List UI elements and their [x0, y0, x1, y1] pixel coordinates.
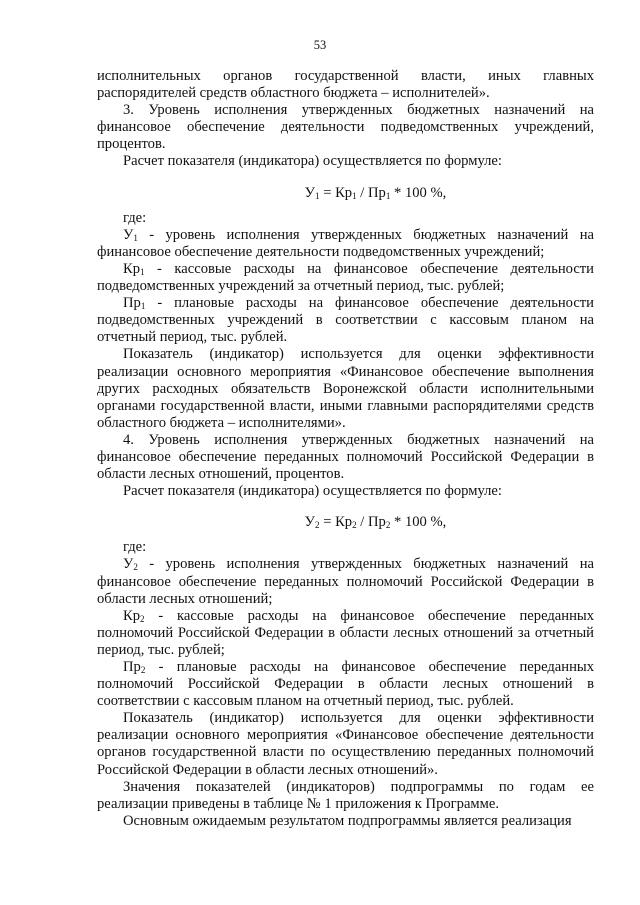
paragraph-continuation: исполнительных органов государственной власти, иных главных распорядителей средств областного бюджета – исполнителей».: [97, 68, 594, 102]
formula-intro-2: Расчет показателя (индикатора) осуществляется по формуле:: [123, 483, 502, 500]
definition-pr2: $Пр_2$ - плановые расходы на финансовое обеспечение переданных полномочий Российской Федерации в области лесных отношений в соответствии с кассовым планом на отчетный период, тыс. рублей.: [97, 659, 594, 710]
definition-u2: $У_2$ - уровень исполнения утвержденных бюджетных назначений на финансовое обеспечение переданных полномочий Российской Федерации в области лесных отношений;: [97, 556, 594, 607]
indicator-3-heading: 3. Уровень исполнения утвержденных бюджетных назначений на финансовое обеспечение деятельности подведомственных учреждений, процентов.: [97, 102, 594, 153]
formula-2: $У_2 = Кр_2 / Пр_2 * 100$ %,: [304, 514, 447, 531]
formula-intro-1: Расчет показателя (индикатора) осуществляется по формуле:: [123, 153, 502, 170]
indicator-3-usage: Показатель (индикатор) используется для оценки эффективности реализации основного мероприятия «Финансовое обеспечение выполнения других расходных обязательств Воронежской области исполнительными органами государственной власти, иными главными распорядителями средств областного бюджета – исполнителями».: [97, 346, 594, 431]
page-number: 53: [313, 38, 327, 52]
definition-kr1: $Кр_1$ - кассовые расходы на финансовое обеспечение деятельности подведомственных учреждений за отчетный период, тыс. рублей;: [97, 260, 594, 295]
definition-kr2: $Кр_2$ - кассовые расходы на финансовое обеспечение переданных полномочий Российской Федерации в области лесных отношений за отчетный период, тыс. рублей;: [97, 607, 594, 658]
where-label-1: где:: [123, 209, 147, 226]
indicator-4-usage: Показатель (индикатор) используется для оценки эффективности реализации основного мероприятия «Финансовое обеспечение деятельности органов государственной власти по осуществлению переданных полномочий Российской Федерации в области лесных отношений».: [97, 710, 594, 778]
indicator-4-heading: 4. Уровень исполнения утвержденных бюджетных назначений на финансовое обеспечение переданных полномочий Российской Федерации в области лесных отношений, процентов.: [97, 431, 594, 483]
definition-u1: $У_1$ - уровень исполнения утвержденных бюджетных назначений на финансовое обеспечение деятельности подведомственных учреждений;: [97, 226, 594, 260]
indicator-values-note: Значения показателей (индикаторов) подпрограммы по годам ее реализации приведены в таблице № 1 приложения к Программе.: [97, 778, 594, 812]
definition-pr1: $Пр_1$ - плановые расходы на финансовое обеспечение деятельности подведомственных учреждений в соответствии с кассовым планом на отчетный период, тыс. рублей.: [97, 295, 594, 346]
expected-result: Основным ожидаемым результатом подпрограммы является реализация: [123, 812, 572, 829]
where-label-2: где:: [123, 539, 147, 556]
document-body: [97, 68, 594, 830]
formula-1: $У_1 = Кр_1 / Пр_1 * 100$ %,: [304, 184, 447, 201]
